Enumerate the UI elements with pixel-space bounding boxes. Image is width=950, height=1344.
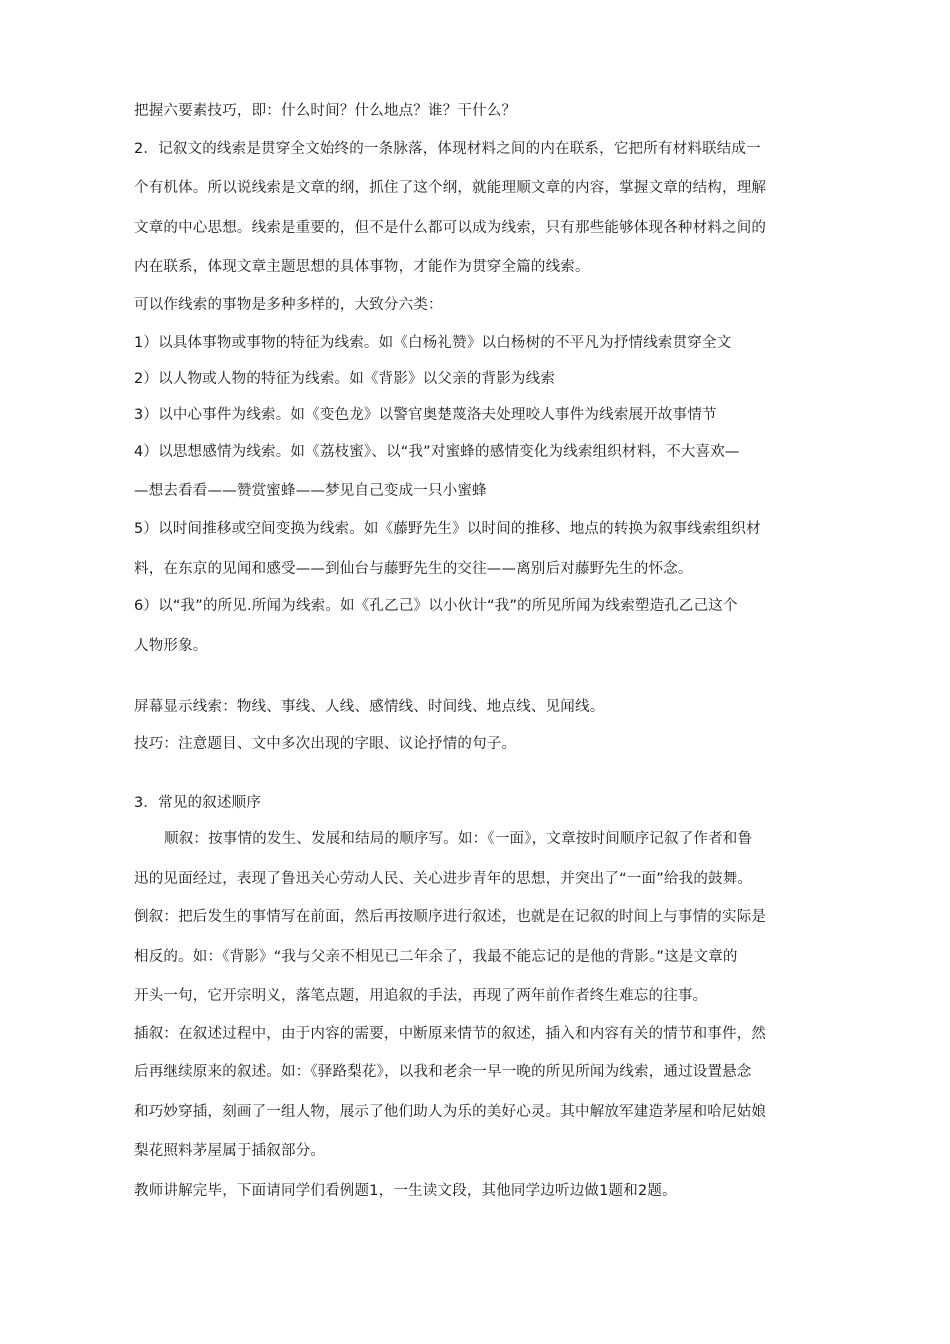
text-line: 相反的。如：《背影》“我与父亲不相见已二年余了，我最不能忘记的是他的背影。”这是文章的 — [134, 949, 738, 965]
text-line: 3）以中心事件为线索。如《变色龙》以警官奥楚蔑洛夫处理咬人事件为线索展开故事情节 — [134, 407, 717, 423]
text-line: 屏幕显示线索：物线、事线、人线、感情线、时间线、地点线、见闻线。 — [134, 699, 605, 715]
text-line: 倒叙：把后发生的事情写在前面，然后再按顺序进行叙述，也就是在记叙的时间上与事情的实际是 — [134, 909, 767, 925]
text-line: 开头一句，它开宗明义，落笔点题，用追叙的手法，再现了两年前作者终生难忘的往事。 — [134, 988, 708, 1004]
section-heading: 3．常见的叙述顺序 — [134, 795, 262, 811]
text-line: 5）以时间推移或空间变换为线索。如《藤野先生》以时间的推移、地点的转换为叙事线索组织材 — [134, 521, 761, 537]
text-line: 人物形象。 — [134, 638, 208, 654]
text-line: 1）以具体事物或事物的特征为线索。如《白杨礼赞》以白杨树的不平凡为抒情线索贯穿全文 — [134, 335, 732, 351]
text-line: 2．记叙文的线索是贯穿全文始终的一条脉落，体现材料之间的内在联系，它把所有材料联结成一 — [134, 141, 761, 157]
text-line: 教师讲解完毕，下面请同学们看例题1，一生读文段，其他同学边听边做1题和2题。 — [134, 1183, 677, 1199]
text-line: 迅的见面经过，表现了鲁迅关心劳动人民、关心进步青年的思想，并突出了“一面”给我的鼓舞。 — [134, 871, 753, 887]
text-line: 个有机体。所以说线索是文章的纲，抓住了这个纲，就能理顺文章的内容，掌握文章的结构，理解 — [134, 180, 767, 196]
text-line: 6）以“我”的所见.所闻为线索。如《孔乙己》以小伙计“我”的所见所闻为线索塑造孔乙己这个 — [134, 598, 738, 614]
text-line: 顺叙：按事情的发生、发展和结局的顺序写。如：《一面》，文章按时间顺序记叙了作者和鲁 — [164, 831, 753, 847]
text-line: 后再继续原来的叙述。如：《驿路梨花》，以我和老余一早一晚的所见所闻为线索，通过设置悬念 — [134, 1064, 752, 1080]
text-line: 和巧妙穿插，刻画了一组人物，展示了他们助人为乐的美好心灵。其中解放军建造茅屋和哈尼姑娘 — [134, 1104, 767, 1120]
text-line: 2）以人物或人物的特征为线索。如《背影》以父亲的背影为线索 — [134, 371, 556, 387]
text-line: 料，在东京的见闻和感受——到仙台与藤野先生的交往——离别后对藤野先生的怀念。 — [134, 561, 693, 577]
text-line: 技巧：注意题目、文中多次出现的字眼、议论抒情的句子。 — [134, 736, 517, 752]
text-line: 内在联系，体现文章主题思想的具体事物，才能作为贯穿全篇的线索。 — [134, 259, 590, 275]
text-line: 4）以思想感情为线索。如《荔枝蜜》、以“我”对蜜蜂的感情变化为线索组织材料，不大喜欢— — [134, 444, 740, 460]
text-line: 梨花照料茅屋属于插叙部分。 — [134, 1143, 326, 1159]
text-line: 把握六要素技巧，即：什么时间？什么地点？谁？干什么？ — [134, 103, 517, 119]
text-line: 插叙：在叙述过程中，由于内容的需要，中断原来情节的叙述，插入和内容有关的情节和事件，然 — [134, 1026, 767, 1042]
text-line: 可以作线索的事物是多种多样的，大致分六类： — [134, 297, 443, 313]
text-line: —想去看看——赞赏蜜蜂——梦见自己变成一只小蜜蜂 — [134, 483, 487, 499]
text-line: 文章的中心思想。线索是重要的，但不是什么都可以成为线索，只有那些能够体现各种材料之间的 — [134, 220, 767, 236]
